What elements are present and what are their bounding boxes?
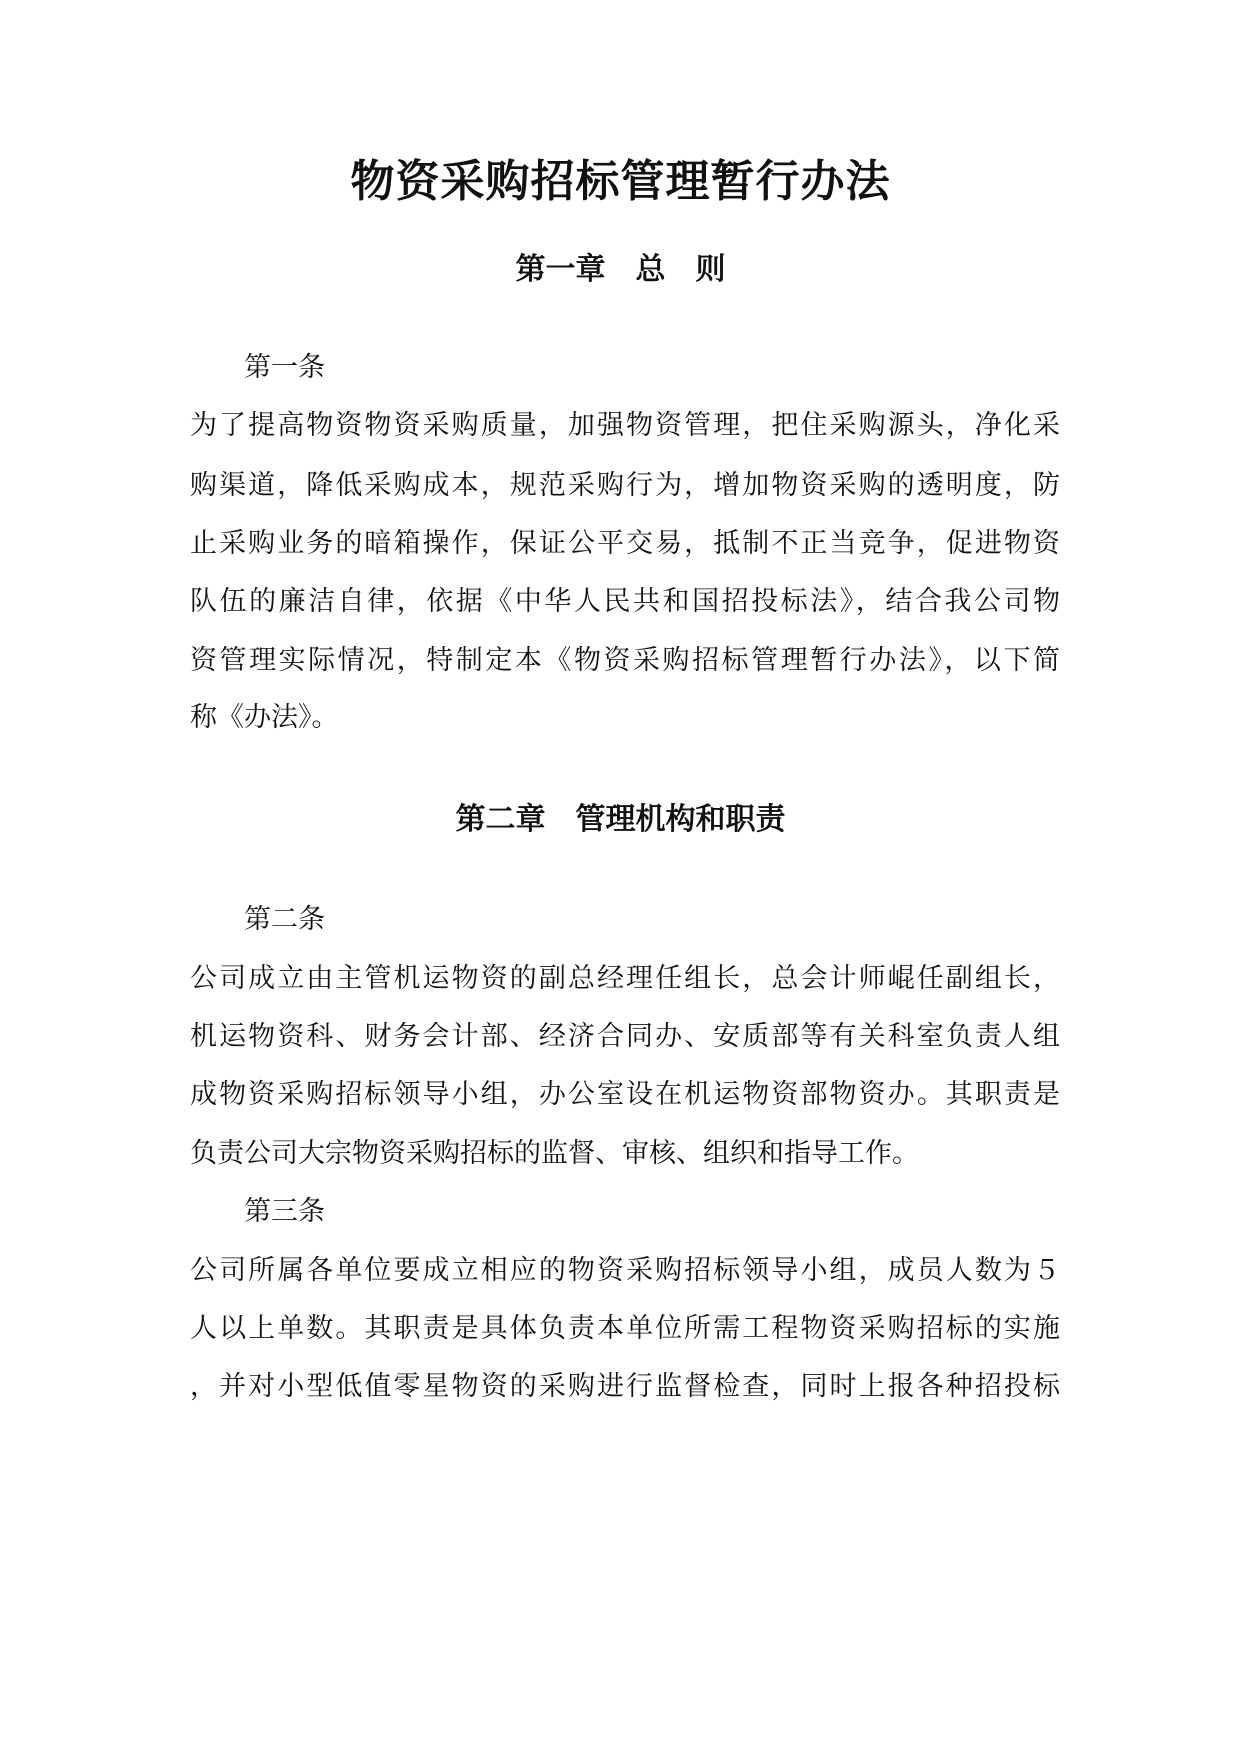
article-1-line: 称《办法》。 (190, 702, 339, 733)
article-2-line: 公司成立由主管机运物资的副总经理任组长，总会计师崐任副组长， (190, 963, 1060, 994)
article-3-label: 第三条 (244, 1196, 325, 1227)
chapter-1-heading: 第一章 总 则 (515, 252, 726, 287)
article-2-line: 成物资采购招标领导小组，办公室设在机运物资部物资办。其职责是 (190, 1079, 1060, 1110)
chapter-2-heading: 第二章 管理机构和职责 (455, 802, 786, 837)
article-1-label: 第一条 (244, 352, 325, 383)
article-3-line: 人以上单数。其职责是具体负责本单位所需工程物资采购招标的实施 (190, 1313, 1060, 1344)
document-title: 物资采购招标管理暂行办法 (350, 156, 891, 207)
article-1-line: 止采购业务的暗箱操作，保证公平交易，抵制不正当竞争，促进物资 (190, 528, 1060, 559)
article-2-line: 负责公司大宗物资采购招标的监督、审核、组织和指导工作。 (190, 1138, 919, 1169)
article-1-line: 资管理实际情况，特制定本《物资采购招标管理暂行办法》，以下简 (190, 645, 1060, 676)
article-2-label: 第二条 (244, 904, 325, 935)
article-1-line: 为了提高物资物资采购质量，加强物资管理，把住采购源头，净化采 (190, 410, 1060, 441)
article-2-line: 机运物资科、财务会计部、经济合同办、安质部等有关科室负责人组 (190, 1021, 1060, 1052)
article-3-line: 公司所属各单位要成立相应的物资采购招标领导小组，成员人数为５ (190, 1255, 1060, 1286)
article-3-line: ，并对小型低值零星物资的采购进行监督检查，同时上报各种招投标 (190, 1371, 1060, 1402)
article-1-line: 购渠道，降低采购成本，规范采购行为，增加物资采购的透明度，防 (190, 470, 1060, 501)
article-1-line: 队伍的廉洁自律，依据《中华人民共和国招投标法》，结合我公司物 (190, 586, 1060, 617)
